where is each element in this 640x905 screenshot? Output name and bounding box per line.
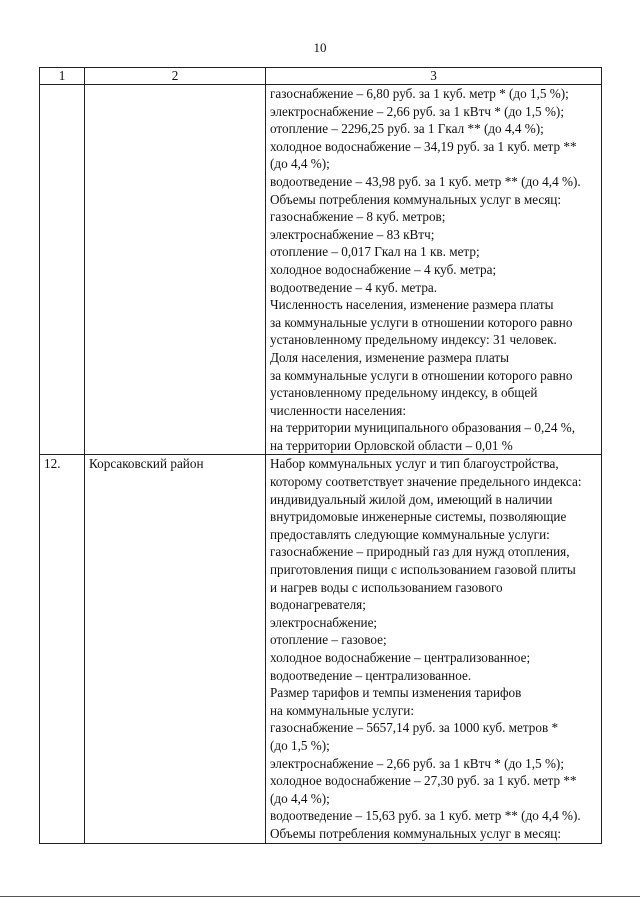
description-line: газоснабжение – 6,80 руб. за 1 куб. метр * (до 1,5 %); bbox=[270, 86, 569, 101]
tariff-description bbox=[266, 455, 602, 843]
table-header-row bbox=[40, 68, 602, 85]
description-line: водонагревателя; bbox=[270, 597, 366, 613]
district-name: Корсаковский район bbox=[85, 455, 266, 843]
description-line: холодное водоснабжение – 27,30 руб. за 1 куб. метр ** bbox=[270, 773, 577, 789]
description-line: за коммунальные услуги в отношении которого равно bbox=[270, 314, 573, 330]
column-header: 2 bbox=[85, 68, 266, 85]
description-line: электроснабжение – 2,66 руб. за 1 кВтч * (до 1,5 %); bbox=[270, 103, 564, 119]
description-line: холодное водоснабжение – 4 куб. метра; bbox=[270, 261, 497, 277]
description-line: отопление – 0,017 Гкал на 1 кв. метр; bbox=[270, 244, 480, 260]
page-number: 10 bbox=[313, 40, 327, 55]
description-line: Объемы потребления коммунальных услуг в месяц: bbox=[270, 191, 562, 207]
column-header: 3 bbox=[266, 68, 602, 85]
description-line: на территории муниципального образования – 0,24 %, bbox=[270, 420, 576, 436]
row-number bbox=[40, 85, 85, 455]
description-line: водоотведение – централизованное. bbox=[270, 667, 472, 683]
description-line: приготовления пищи с использованием газовой плиты bbox=[270, 562, 576, 578]
description-line: индивидуальный жилой дом, имеющий в наличии bbox=[270, 491, 553, 507]
row-number: 12. bbox=[40, 455, 85, 843]
description-line: численности населения: bbox=[270, 402, 407, 418]
description-line: электроснабжение – 83 кВтч; bbox=[270, 226, 435, 242]
description-line: (до 4,4 %); bbox=[270, 156, 330, 172]
description-line: на территории Орловской области – 0,01 % bbox=[270, 437, 513, 453]
description-line: Объемы потребления коммунальных услуг в месяц: bbox=[270, 825, 562, 841]
description-line: газоснабжение – природный газ для нужд отопления, bbox=[270, 544, 570, 560]
description-line: отопление – газовое; bbox=[270, 632, 387, 648]
description-line: Набор коммунальных услуг и тип благоустройства, bbox=[270, 456, 559, 472]
description-line: электроснабжение – 2,66 руб. за 1 кВтч * (до 1,5 %); bbox=[270, 755, 564, 771]
district-name bbox=[85, 85, 266, 455]
description-line: на коммунальные услуги: bbox=[270, 702, 415, 718]
description-line: холодное водоснабжение – централизованное; bbox=[270, 650, 531, 665]
description-line: электроснабжение; bbox=[270, 614, 378, 630]
table-row bbox=[40, 85, 602, 455]
description-line: и нагрев воды с использованием газового bbox=[270, 579, 503, 595]
table-row bbox=[40, 455, 602, 843]
description-line: Численность населения, изменение размера платы bbox=[270, 297, 554, 313]
bottom-divider bbox=[0, 896, 640, 897]
description-line: Размер тарифов и темпы изменения тарифов bbox=[270, 685, 522, 701]
description-line: газоснабжение – 5657,14 руб. за 1000 куб. метров * bbox=[270, 720, 559, 736]
description-line: водоотведение – 4 куб. метра. bbox=[270, 279, 438, 295]
description-line: установленному предельному индексу, в общей bbox=[270, 385, 538, 401]
description-line: которому соответствует значение предельного индекса: bbox=[270, 474, 582, 490]
description-line: за коммунальные услуги в отношении которого равно bbox=[270, 367, 573, 383]
description-line: водоотведение – 15,63 руб. за 1 куб. метр ** (до 4,4 %). bbox=[270, 808, 581, 824]
tariff-description bbox=[266, 85, 602, 455]
column-header: 1 bbox=[40, 68, 85, 85]
description-line: внутридомовые инженерные системы, позволяющие bbox=[270, 509, 567, 525]
description-line: холодное водоснабжение – 34,19 руб. за 1 куб. метр ** bbox=[270, 138, 577, 154]
description-line: Доля населения, изменение размера платы bbox=[270, 349, 509, 365]
description-line: (до 1,5 %); bbox=[270, 737, 330, 753]
description-line: отопление – 2296,25 руб. за 1 Гкал ** (до 4,4 %); bbox=[270, 121, 544, 137]
tariff-table bbox=[39, 67, 602, 844]
description-line: (до 4,4 %); bbox=[270, 790, 330, 806]
description-line: водоотведение – 43,98 руб. за 1 куб. метр ** (до 4,4 %). bbox=[270, 173, 581, 189]
description-line: предоставлять следующие коммунальные услуги: bbox=[270, 526, 550, 542]
description-line: газоснабжение – 8 куб. метров; bbox=[270, 209, 446, 225]
description-line: установленному предельному индексу: 31 человек. bbox=[270, 332, 557, 348]
